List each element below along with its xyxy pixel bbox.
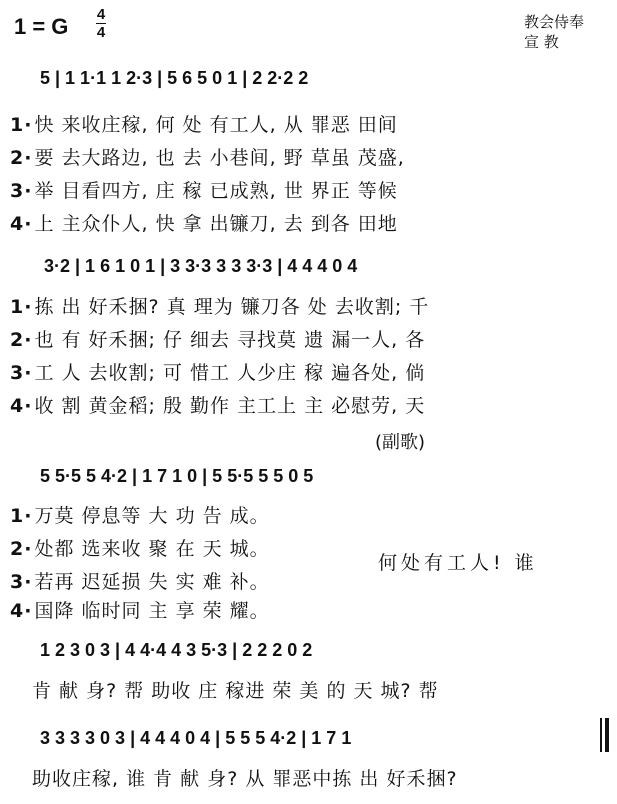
system-1-notation: 5 | 1 1·1 1 2·3 | 5 6 5 0 1 | 2 2·2 2: [40, 68, 309, 88]
system-1-verse-3: [10, 176, 398, 203]
system-3-verse-4: [10, 596, 270, 623]
verse-number: 1·: [10, 114, 33, 136]
system-4-notation: 1 2 3 0 3 | 4 4·4 4 3 5·3 | 2 2 2 0 2: [40, 640, 313, 660]
system-5-notation: 3 3 3 3 0 3 | 4 4 4 0 4 | 5 5 5 4·2 | 1 7 1: [40, 728, 352, 748]
verse-number: 4·: [10, 600, 33, 622]
chorus-text: 何处有工人! 谁: [378, 552, 538, 574]
key-signature: 1 = G: [14, 14, 69, 39]
system-2-notation: 3·2 | 1 6 1 0 1 | 3 3·3 3 3 3·3 | 4 4 4 0 4: [44, 256, 358, 276]
lyric-text: 要 去大路边, 也 去 小巷间, 野 草虽 茂盛,: [34, 147, 405, 169]
system-2-verse-3: [10, 358, 425, 385]
verse-number: 1·: [10, 296, 33, 318]
lyric-text: 拣 出 好禾捆? 真 理为 镰刀各 处 去收割; 千: [34, 296, 430, 318]
lyric-text: 上 主众仆人, 快 拿 出镰刀, 去 到各 田地: [34, 213, 398, 235]
credit-line-2: 宣 教: [524, 33, 559, 51]
chorus-label: (副歌): [375, 432, 426, 453]
system-2-verse-2: [10, 325, 425, 352]
system-5-lyric: 助收庄稼, 谁 肯 献 身? 从 罪恶中拣 出 好禾捆?: [32, 768, 458, 790]
system-1-verse-2: [10, 143, 405, 170]
lyric-text: 工 人 去收割; 可 惜工 人少庄 稼 遍各处, 倘: [34, 362, 426, 384]
system-3-verse-1: [10, 501, 270, 528]
time-signature: [96, 6, 106, 41]
lyric-text: 快 来收庄稼, 何 处 有工人, 从 罪恶 田间: [34, 114, 398, 136]
system-3-verse-3: [10, 567, 270, 594]
system-2-verse-1: [10, 292, 429, 319]
verse-number: 4·: [10, 395, 33, 417]
verse-number: 2·: [10, 147, 33, 169]
final-barline-thin: [600, 718, 602, 752]
lyric-text: 国降 临时同 主 享 荣 耀。: [34, 600, 270, 622]
credit-line-1: 教会侍奉: [524, 13, 585, 31]
verse-number: 4·: [10, 213, 33, 235]
lyric-text: 若再 迟延损 失 实 难 补。: [34, 571, 270, 593]
lyric-text: 举 目看四方, 庄 稼 已成熟, 世 界正 等候: [34, 180, 398, 202]
verse-number: 3·: [10, 180, 33, 202]
system-3-notation: 5 5·5 5 4·2 | 1 7 1 0 | 5 5·5 5 5 0 5: [40, 466, 314, 486]
verse-number: 2·: [10, 538, 33, 560]
final-barline-thick: [605, 718, 609, 752]
verse-number: 3·: [10, 362, 33, 384]
system-1-verse-4: [10, 209, 398, 236]
system-2-verse-4: [10, 391, 425, 418]
verse-number: 3·: [10, 571, 33, 593]
system-4-lyric: 肯 献 身? 帮 助收 庄 稼进 荣 美 的 天 城? 帮: [32, 680, 439, 702]
lyric-text: 收 割 黄金稻; 殷 勤作 主工上 主 必慰劳, 天: [34, 395, 426, 417]
verse-number: 2·: [10, 329, 33, 351]
system-1-verse-1: [10, 110, 398, 137]
credit: [524, 12, 584, 52]
lyric-text: 处都 选来收 聚 在 天 城。: [34, 538, 270, 560]
lyric-text: 万莫 停息等 大 功 告 成。: [34, 505, 270, 527]
time-signature-bottom: 4: [96, 24, 106, 41]
system-3-verse-2: [10, 534, 270, 561]
time-signature-top: 4: [96, 6, 106, 23]
lyric-text: 也 有 好禾捆; 仔 细去 寻找莫 遗 漏一人, 各: [34, 329, 426, 351]
verse-number: 1·: [10, 505, 33, 527]
